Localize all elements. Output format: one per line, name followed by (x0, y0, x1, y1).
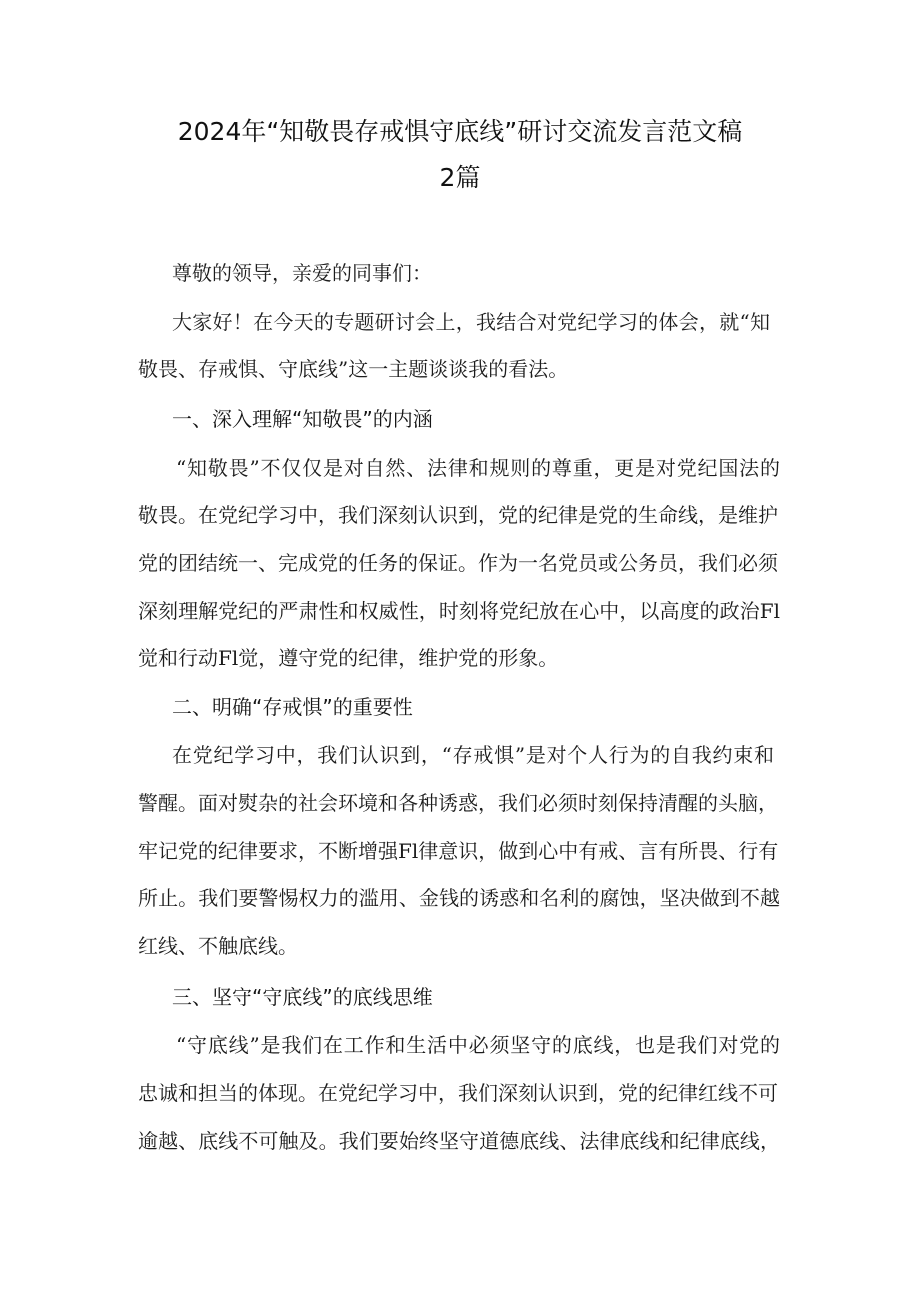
section-3-heading: 三、坚守“守底线”的底线思维 (172, 985, 433, 1009)
document-title-line-1: 2024年“知敬畏存戒惧守底线”研讨交流发言范文稿 (177, 117, 743, 146)
section-3-line-2: 忠诚和担当的体现。在党纪学习中，我们深刻认识到，党的纪律红线不可 (138, 1081, 778, 1105)
document-title-line-2: 2篇 (439, 163, 481, 192)
intro-line-2: 敬畏、存戒惧、守底线”这一主题谈谈我的看法。 (138, 357, 569, 381)
section-3-line-3: 逾越、底线不可触及。我们要始终坚守道德底线、法律底线和纪律底线， (138, 1129, 780, 1153)
section-2-line-2: 警醒。面对熨杂的社会环境和各种诱惑，我们必须时刻保持清醒的头脑， (138, 791, 778, 815)
section-2-line-4: 所止。我们要警惕权力的滥用、金钱的诱惑和名利的腐蚀，坚决做到不越 (138, 886, 780, 910)
section-3-line-1: “守底线”是我们在工作和生活中必须坚守的底线，也是我们对党的 (176, 1033, 780, 1057)
section-2-line-3: 牢记党的纪律要求，不断增强Fl律意识，做到心中有戒、言有所畏、行有 (138, 839, 779, 863)
section-2-line-1: 在党纪学习中，我们认识到，“存戒惧”是对个人行为的自我约束和 (172, 743, 774, 767)
section-1-heading: 一、深入理解“知敬畏”的内涵 (172, 407, 433, 431)
section-2-line-5: 红线、不触底线。 (138, 934, 298, 958)
section-2-heading: 二、明确“存戒惧”的重要性 (172, 695, 413, 719)
section-1-line-2: 敬畏。在党纪学习中，我们深刻认识到，党的纪律是党的生命线，是维护 (138, 503, 778, 527)
salutation: 尊敬的领导，亲爱的同事们： (172, 261, 432, 285)
section-1-line-1: “知敬畏”不仅仅是对自然、法律和规则的尊重，更是对党纪国法的 (176, 456, 780, 480)
section-1-line-4: 深刻理解党纪的严肃性和权威性，时刻将党纪放在心中，以高度的政治Fl (138, 599, 780, 623)
intro-line-1: 大家好！在今天的专题研讨会上，我结合对党纪学习的体会，就“知 (172, 310, 770, 334)
section-1-line-3: 党的团结统一、完成党的任务的保证。作为一名党员或公务员，我们必须 (138, 551, 778, 575)
section-1-line-5: 觉和行动Fl觉，遵守党的纪律，维护党的形象。 (138, 646, 559, 670)
